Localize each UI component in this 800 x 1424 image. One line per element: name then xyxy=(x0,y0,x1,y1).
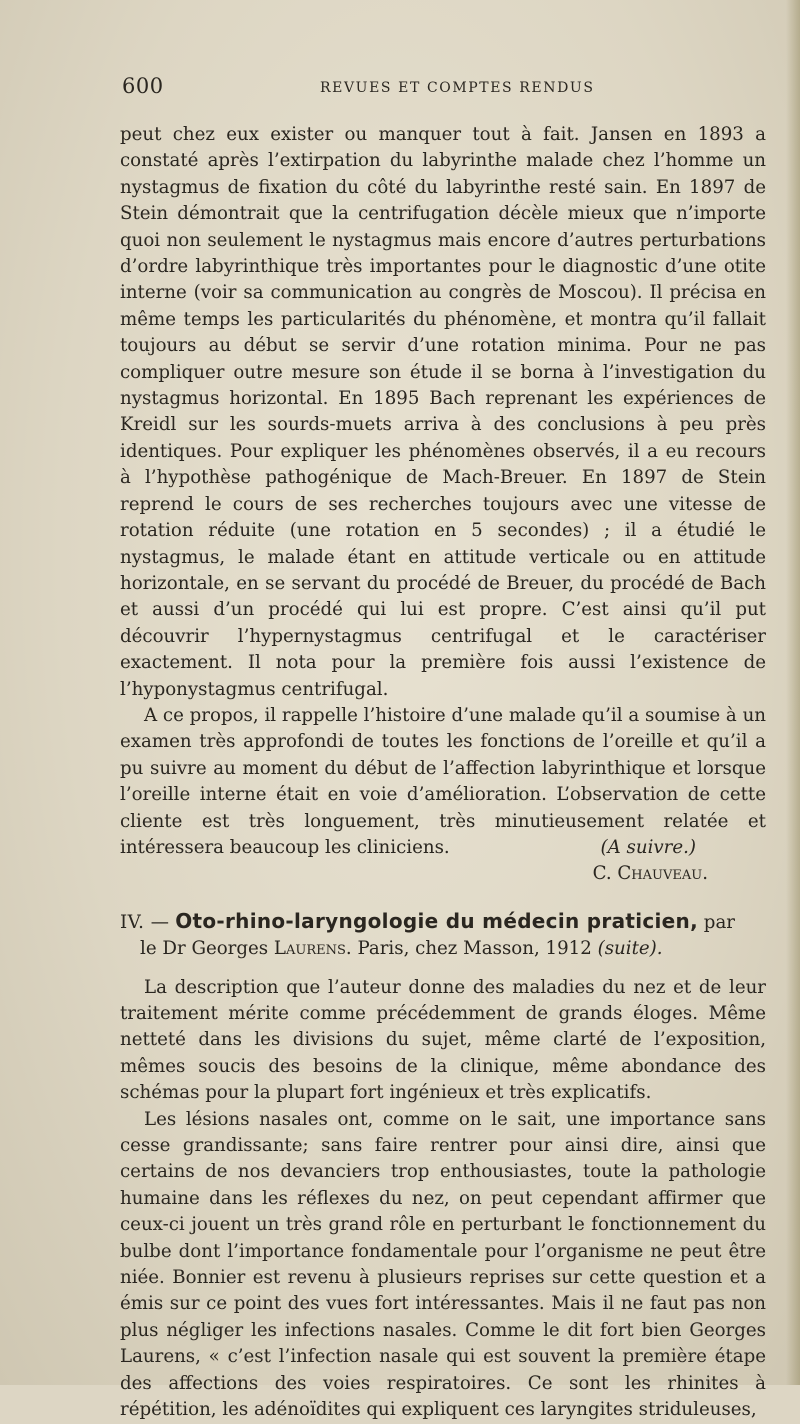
running-title: REVUES ET COMPTES RENDUS xyxy=(320,80,595,96)
review-number: IV. — xyxy=(120,911,170,933)
review-paragraph-2: Les lésions nasales ont, comme on le sait, une importance sans cesse grandissante; sans faire rentrer pour ainsi dire, ainsi que certains de nos devanciers trop enthousiastes, toute la pathologie humaine dans les réflexes du nez, on peut cependant affirmer que ceux-ci jouent un très grand rôle en perturbant le fonctionnement du bulbe dont l’importance fondamentale pour l’organisme ne peut être niée. Bonnier est revenu à plusieurs reprises sur cette question et a émis sur ce point des vues fort intéressantes. Mais il ne faut pas non plus négliger les infections nasales. Comme le dit fort bien Georges Laurens, « c’est l’infection nasale qui est souvent la première étape des affections des voies respiratoires. Ce sont les rhinites à répétition, les adénoïdites qui expliquent ces laryngites striduleuses, xyxy=(120,1108,766,1421)
page-number: 600 xyxy=(122,74,164,98)
suite-note: (suite). xyxy=(597,938,663,960)
review-heading xyxy=(120,908,766,963)
spacer xyxy=(120,963,766,975)
signature: C. Chauveau. xyxy=(592,863,708,885)
paragraph-1: peut chez eux exister ou manquer tout à fait. Jansen en 1893 a constaté après l’extirpation du labyrinthe malade chez l’homme un nystagmus de fixation du côté du labyrinthe resté sain. En 1897 de Stein démontrait que la centrifugation décèle mieux que n’importe quoi non seulement le nystagmus mais encore d’autres perturbations d’ordre labyrinthique très importantes pour le diagnostic d’une otite interne (voir sa communication au congrès de Moscou). Il précisa en même temps les particularités du phénomène, et montra qu’il fallait toujours au début se servir d’une rotation minima. Pour ne pas compliquer outre mesure son étude il se borna à l’investigation du nystagmus horizontal. En 1895 Bach reprenant les expériences de Kreidl sur les sourds-muets arriva à des conclusions à peu près identiques. Pour expliquer les phénomènes observés, il a eu recours à l’hypothèse pathogénique de Mach-Breuer. En 1897 de Stein reprend le cours de ses recherches toujours avec une vitesse de rotation réduite (une rotation en 5 secondes) ; il a étudié le nystagmus, le malade étant en attitude verticale ou en attitude horizontale, en se servant du procédé de Breuer, du procédé de Bach et aussi d’un procédé qui lui est propre. C’est ainsi qu’il put découvrir l’hypernystagmus centrifugal et le caractériser exactement. Il nota pour la première fois aussi l’existence de l’hyponystagmus centrifugal. xyxy=(120,124,766,700)
author-first: Georges xyxy=(191,938,269,960)
publisher: . Paris, chez Masson, 1912 xyxy=(345,938,592,960)
page-edge-shadow xyxy=(786,0,800,1385)
paragraph-2: A ce propos, il rappelle l’histoire d’une malade qu’il a soumise à un examen très approfondi de toutes les fonctions de l’oreille et qu’il a pu suivre au moment du début de l’affection labyrinthique et lorsque l’oreille interne était en voie d’amélioration. L’observation de cette cliente est très longuement, très minutieusement relatée et intéressera beaucoup les cliniciens. xyxy=(120,704,766,858)
page-header xyxy=(118,74,758,104)
page-body xyxy=(120,122,766,1424)
review-by: par xyxy=(703,911,735,933)
author-last: Laurens xyxy=(273,938,346,960)
to-be-continued-text: (A suivre.) xyxy=(600,836,696,858)
review-paragraph-1: La description que l’auteur donne des maladies du nez et de leur traitement mérite comme précédemment de grands éloges. Même netteté dans les divisions du sujet, même clarté de l’exposition, mêmes soucis des besoins de la clinique, même abondance des schémas pour la plupart fort ingénieux et très explicatifs. xyxy=(120,976,766,1104)
review-byline xyxy=(120,936,766,962)
author-prefix: le Dr xyxy=(140,938,186,960)
review-title: Oto-rhino-laryngologie du médecin praticien, xyxy=(175,908,698,933)
to-be-continued-note xyxy=(120,835,766,861)
